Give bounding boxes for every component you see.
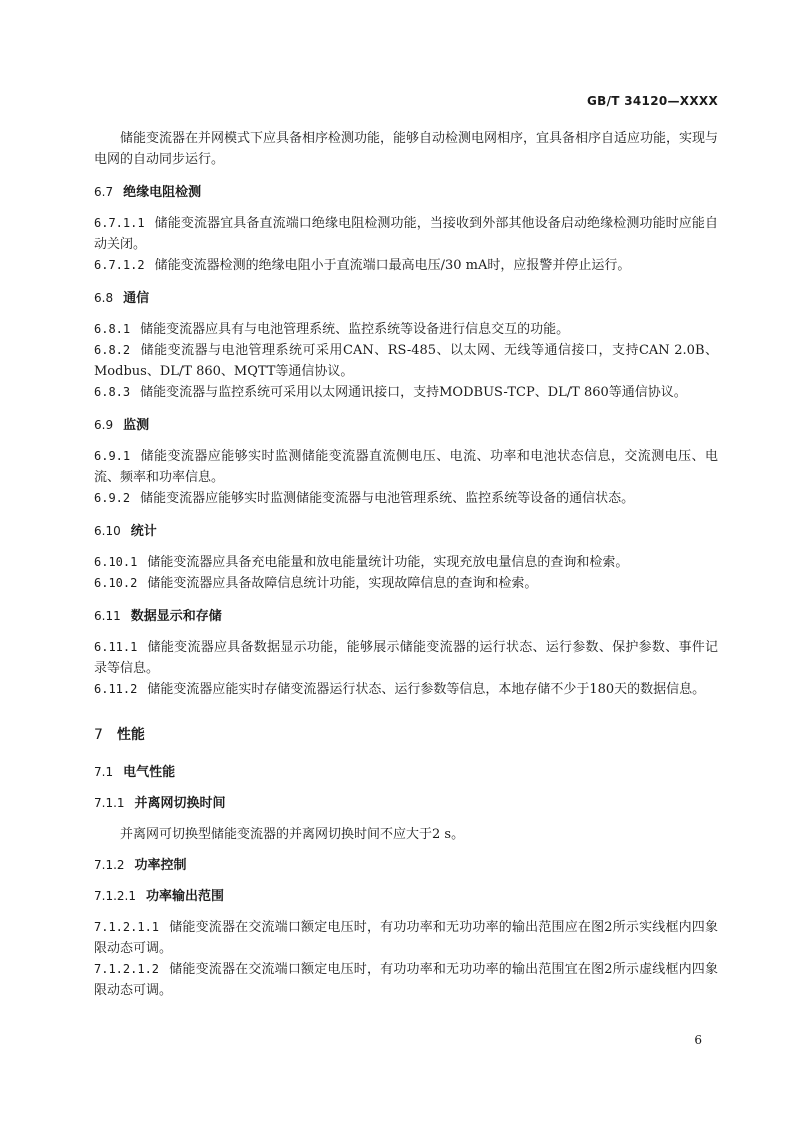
section-title: 数据显示和存储 [130,609,222,624]
clause-number: 6.8.1 [94,322,131,336]
document-body [94,128,718,1001]
subsection-heading [94,855,718,876]
section-heading [94,762,718,783]
clause-number: 6.10.1 [94,555,138,569]
clause-text: 储能变流器应具有与电池管理系统、监控系统等设备进行信息交互的功能。 [140,322,570,337]
section-heading [94,415,718,436]
clause-text: 储能变流器检测的绝缘电阻小于直流端口最高电压/30 mA时，应报警并停止运行。 [154,258,631,273]
section-number: 6.7 [94,185,114,199]
clause-number: 6.11.2 [94,682,138,696]
clause [94,255,718,276]
clause-number: 6.7.1.2 [94,258,145,272]
clause-text: 储能变流器在交流端口额定电压时，有功功率和无功功率的输出范围宜在图2所示虚线框内四象限动态可调。 [94,962,718,998]
subsection-heading [94,886,718,907]
clause-number: 6.9.1 [94,449,131,463]
clause-text: 储能变流器应能实时存储变流器运行状态、运行参数等信息，本地存储不少于180天的数据信息。 [147,682,706,697]
section-title: 监测 [123,418,150,433]
subsection-number: 7.1.1 [94,796,125,810]
clause [94,573,718,594]
subsection-number: 7.1.2.1 [94,889,136,903]
clause-text: 储能变流器应具备故障信息统计功能，实现故障信息的查询和检索。 [147,576,538,591]
clause-number: 6.10.2 [94,576,138,590]
clause-text: 储能变流器应能够实时监测储能变流器与电池管理系统、监控系统等设备的通信状态。 [140,491,635,506]
section-number: 6.8 [94,291,114,305]
clause [94,488,718,509]
clause [94,552,718,573]
clause-text: 储能变流器与监控系统可采用以太网通讯接口，支持MODBUS-TCP、DL/T 860等通信协议。 [140,385,687,400]
clause [94,340,718,382]
clause-number: 6.7.1.1 [94,216,145,230]
chapter-heading [94,724,718,746]
clause [94,679,718,700]
clause [94,213,718,255]
clause [94,959,718,1001]
subsection-title: 功率控制 [134,858,187,873]
clause-text: 储能变流器应具备充电能量和放电能量统计功能，实现充放电量信息的查询和检索。 [147,555,629,570]
paragraph: 并离网可切换型储能变流器的并离网切换时间不应大于2 s。 [120,827,465,842]
clause-number: 6.8.3 [94,385,131,399]
clause [94,319,718,340]
clause-number: 7.1.2.1.1 [94,920,160,934]
clause [94,917,718,959]
clause-text: 储能变流器宜具备直流端口绝缘电阻检测功能，当接收到外部其他设备启动绝缘检测功能时应能自动关闭。 [94,216,718,252]
section-title: 通信 [123,291,150,306]
subsection-number: 7.1.2 [94,858,125,872]
section-title: 绝缘电阻检测 [123,185,202,200]
clause [94,382,718,403]
subsection-heading [94,793,718,814]
clause-number: 6.9.2 [94,491,131,505]
section-number: 6.10 [94,524,121,538]
clause-number: 6.8.2 [94,343,131,357]
clause [94,446,718,488]
chapter-number: 7 [94,727,103,743]
document-code: GB/T 34120—XXXX [587,94,718,108]
paragraph: 储能变流器在并网模式下应具备相序检测功能，能够自动检测电网相序，宜具备相序自适应功能，实现与电网的自动同步运行。 [94,131,719,167]
page-number: 6 [694,1033,702,1047]
section-heading [94,606,718,627]
subsection-title: 功率输出范围 [145,889,224,904]
clause-text: 储能变流器应能够实时监测储能变流器直流侧电压、电流、功率和电池状态信息，交流测电压、电流、频率和功率信息。 [94,449,718,485]
section-number: 7.1 [94,765,114,779]
clause-text: 储能变流器应具备数据显示功能，能够展示储能变流器的运行状态、运行参数、保护参数、事件记录等信息。 [94,640,718,676]
clause-number: 7.1.2.1.2 [94,962,160,976]
clause [94,637,718,679]
chapter-title: 性能 [116,727,145,743]
clause-text: 储能变流器在交流端口额定电压时，有功功率和无功功率的输出范围应在图2所示实线框内四象限动态可调。 [94,920,718,956]
section-number: 6.9 [94,418,114,432]
section-title: 统计 [130,524,157,539]
section-heading [94,182,718,203]
clause-text: 储能变流器与电池管理系统可采用CAN、RS-485、以太网、无线等通信接口，支持CAN 2.0B、Modbus、DL/T 860、MQTT等通信协议。 [94,343,718,379]
section-heading [94,288,718,309]
section-number: 6.11 [94,609,121,623]
section-heading [94,521,718,542]
clause-number: 6.11.1 [94,640,138,654]
section-title: 电气性能 [123,765,176,780]
subsection-title: 并离网切换时间 [134,796,226,811]
